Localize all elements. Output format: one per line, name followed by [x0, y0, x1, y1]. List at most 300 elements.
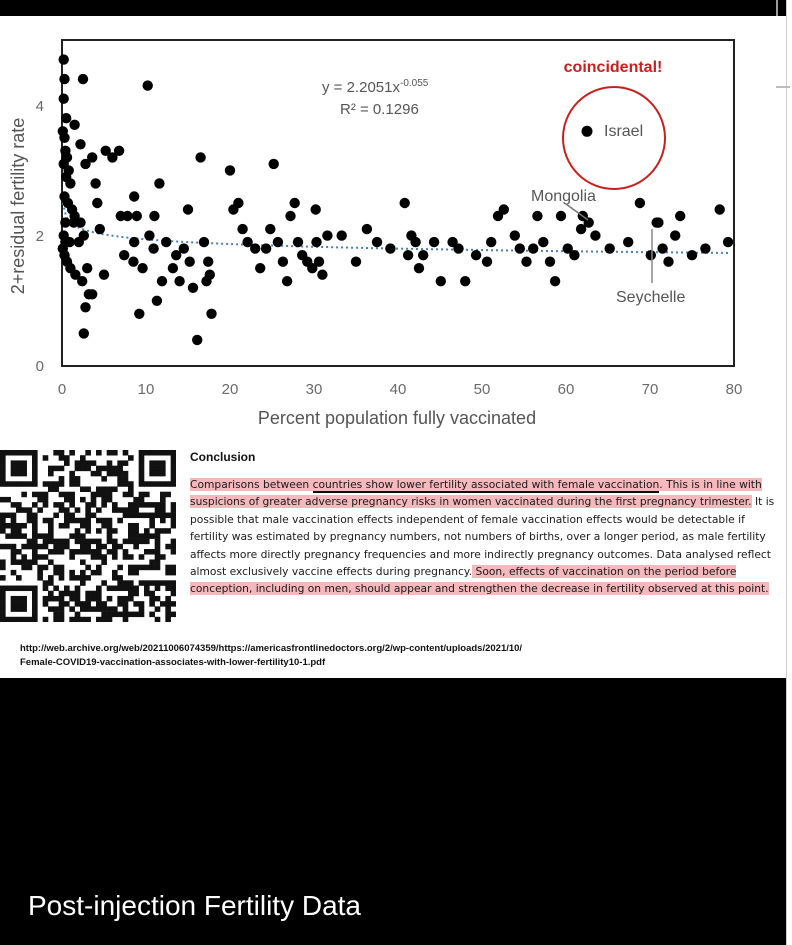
qr-module — [32, 450, 38, 456]
qr-module — [32, 559, 38, 565]
qr-module — [32, 539, 38, 545]
qr-module — [69, 606, 75, 612]
qr-module — [165, 570, 171, 576]
data-point — [410, 237, 420, 247]
qr-module — [27, 513, 33, 519]
x-tick-label: 60 — [557, 381, 575, 398]
qr-module — [5, 533, 11, 539]
qr-module — [155, 544, 161, 550]
qr-module — [11, 544, 17, 550]
qr-module — [11, 460, 17, 466]
qr-module — [0, 601, 6, 607]
qr-module — [101, 612, 107, 618]
data-point — [269, 159, 279, 169]
qr-module — [91, 570, 97, 576]
qr-module — [75, 549, 81, 555]
data-point — [154, 178, 164, 188]
qr-module — [59, 523, 65, 529]
qr-module — [155, 466, 161, 472]
qr-module — [43, 497, 49, 503]
qr-module — [144, 450, 150, 456]
qr-module — [91, 591, 97, 597]
qr-module — [53, 502, 59, 508]
qr-module — [75, 507, 81, 513]
qr-module — [112, 528, 118, 534]
qr-module — [80, 497, 86, 503]
qr-module — [96, 539, 102, 545]
qr-module — [80, 575, 86, 581]
data-point — [143, 80, 153, 90]
qr-module — [16, 533, 22, 539]
qr-module — [101, 554, 107, 560]
qr-module — [123, 596, 129, 602]
qr-module — [53, 486, 59, 492]
qr-module — [96, 565, 102, 571]
qr-module — [85, 513, 91, 519]
qr-module — [64, 544, 70, 550]
qr-module — [112, 549, 118, 555]
qr-module — [85, 549, 91, 555]
qr-module — [133, 586, 139, 592]
data-point — [453, 243, 463, 253]
qr-module — [165, 481, 171, 487]
qr-module — [160, 460, 166, 466]
data-point — [605, 243, 615, 253]
qr-module — [48, 539, 54, 545]
qr-module — [27, 518, 33, 524]
data-point — [78, 74, 88, 84]
qr-module — [91, 606, 97, 612]
plain-text: It is possible that male vaccination effects independent of female vaccination effects would be detectable if fertility was estimated by pregnancy numbers, not numbers of births, over a longer period, as male fertility affects more directly pregnancy frequencies and more indirectly pregnancy outcomes. Data analysed reflect almost exclusively vaccine effects during pregnancy. — [190, 495, 775, 579]
qr-module — [11, 528, 17, 534]
qr-module — [43, 455, 49, 461]
qr-module — [101, 601, 107, 607]
data-point — [322, 230, 332, 240]
data-point — [152, 296, 162, 306]
qr-module — [48, 580, 54, 586]
qr-module — [144, 513, 150, 519]
qr-module — [69, 596, 75, 602]
qr-module — [139, 497, 145, 503]
qr-module — [53, 570, 59, 576]
qr-module — [155, 507, 161, 513]
qr-module — [11, 481, 17, 487]
qr-module — [171, 518, 176, 524]
qr-module — [32, 528, 38, 534]
data-point — [700, 243, 710, 253]
qr-module — [139, 612, 145, 618]
qr-module — [101, 492, 107, 498]
qr-module — [16, 528, 22, 534]
qr-module — [11, 586, 17, 592]
qr-module — [133, 513, 139, 519]
qr-module — [155, 539, 161, 545]
qr-module — [21, 533, 27, 539]
qr-module — [27, 617, 33, 622]
qr-module — [139, 450, 145, 456]
qr-module — [85, 539, 91, 545]
qr-module — [171, 570, 176, 576]
qr-module — [53, 617, 59, 622]
qr-module — [96, 450, 102, 456]
qr-module — [96, 586, 102, 592]
qr-module — [69, 497, 75, 503]
qr-module — [128, 533, 134, 539]
qr-module — [107, 486, 113, 492]
data-point — [314, 257, 324, 267]
qr-module — [91, 549, 97, 555]
qr-module — [5, 497, 11, 503]
qr-module — [171, 513, 176, 519]
data-point — [119, 250, 129, 260]
qr-module — [112, 450, 118, 456]
qr-module — [0, 471, 6, 477]
qr-module — [133, 570, 139, 576]
data-point — [65, 178, 75, 188]
qr-module — [155, 617, 161, 622]
data-point — [59, 133, 69, 143]
qr-module — [43, 586, 49, 592]
conclusion-section — [188, 450, 784, 598]
qr-module — [59, 596, 65, 602]
data-point — [132, 211, 142, 221]
qr-module — [155, 586, 161, 592]
qr-module — [53, 513, 59, 519]
x-tick-label: 10 — [137, 381, 155, 398]
qr-module — [155, 549, 161, 555]
data-point — [129, 237, 139, 247]
qr-code[interactable] — [0, 450, 176, 622]
qr-module — [128, 596, 134, 602]
qr-module — [117, 580, 123, 586]
data-point — [482, 257, 492, 267]
qr-module — [27, 544, 33, 550]
qr-module — [144, 492, 150, 498]
qr-module — [128, 492, 134, 498]
data-point — [590, 230, 600, 240]
data-point — [148, 243, 158, 253]
qr-module — [128, 481, 134, 487]
qr-module — [155, 559, 161, 565]
qr-module — [144, 533, 150, 539]
qr-module — [149, 466, 155, 472]
data-point — [569, 250, 579, 260]
x-tick-label: 20 — [221, 381, 239, 398]
qr-module — [149, 612, 155, 618]
qr-module — [27, 565, 33, 571]
qr-module — [16, 502, 22, 508]
qr-module — [21, 523, 27, 529]
qr-module — [91, 554, 97, 560]
qr-module — [75, 476, 81, 482]
data-point — [203, 257, 213, 267]
qr-module — [21, 492, 27, 498]
qr-module — [128, 502, 134, 508]
qr-module — [64, 591, 70, 597]
qr-module — [101, 502, 107, 508]
qr-module — [128, 486, 134, 492]
data-point — [137, 263, 147, 273]
qr-module — [149, 565, 155, 571]
qr-module — [160, 507, 166, 513]
qr-module — [112, 471, 118, 477]
qr-module — [37, 575, 43, 581]
qr-module — [160, 601, 166, 607]
qr-module — [0, 591, 6, 597]
qr-module — [16, 460, 22, 466]
qr-module — [101, 497, 107, 503]
qr-module — [21, 596, 27, 602]
data-point — [237, 224, 247, 234]
data-point — [79, 230, 89, 240]
data-point — [418, 250, 428, 260]
data-point — [436, 276, 446, 286]
qr-module — [32, 455, 38, 461]
qr-module — [5, 513, 11, 519]
qr-module — [91, 502, 97, 508]
data-point — [265, 224, 275, 234]
qr-module — [69, 533, 75, 539]
data-point — [471, 250, 481, 260]
qr-module — [139, 476, 145, 482]
qr-module — [11, 450, 17, 456]
qr-module — [32, 533, 38, 539]
qr-module — [21, 565, 27, 571]
qr-module — [112, 466, 118, 472]
qr-module — [32, 606, 38, 612]
qr-module — [155, 606, 161, 612]
qr-module — [75, 533, 81, 539]
qr-module — [53, 565, 59, 571]
data-point — [128, 257, 138, 267]
qr-module — [155, 533, 161, 539]
qr-module — [11, 533, 17, 539]
qr-module — [43, 580, 49, 586]
qr-module — [139, 460, 145, 466]
qr-module — [101, 466, 107, 472]
data-point — [351, 257, 361, 267]
data-point — [556, 211, 566, 221]
qr-module — [149, 450, 155, 456]
qr-module — [171, 450, 176, 456]
qr-module — [160, 513, 166, 519]
qr-module — [133, 523, 139, 529]
data-point — [82, 263, 92, 273]
qr-module — [59, 601, 65, 607]
qr-module — [5, 481, 11, 487]
qr-module — [149, 591, 155, 597]
qr-module — [32, 601, 38, 607]
qr-module — [59, 591, 65, 597]
qr-module — [0, 518, 6, 524]
chart-svg — [0, 16, 786, 446]
qr-module — [75, 586, 81, 592]
data-point — [206, 309, 216, 319]
qr-module — [43, 481, 49, 487]
data-point — [92, 198, 102, 208]
qr-module — [32, 554, 38, 560]
qr-module — [123, 586, 129, 592]
qr-module — [64, 455, 70, 461]
data-point — [122, 211, 132, 221]
qr-module — [144, 565, 150, 571]
qr-module — [139, 481, 145, 487]
qr-module — [123, 580, 129, 586]
qr-module — [107, 471, 113, 477]
qr-module — [144, 580, 150, 586]
qr-module — [21, 606, 27, 612]
equation-exponent: -0.055 — [399, 78, 429, 89]
qr-module — [59, 544, 65, 550]
qr-module — [32, 586, 38, 592]
data-point — [185, 257, 195, 267]
qr-module — [11, 466, 17, 472]
qr-module — [96, 544, 102, 550]
qr-module — [155, 513, 161, 519]
qr-module — [75, 601, 81, 607]
qr-module — [64, 601, 70, 607]
qr-module — [69, 492, 75, 498]
data-point — [87, 152, 97, 162]
qr-module — [0, 544, 6, 550]
qr-module — [128, 523, 134, 529]
qr-module — [75, 466, 81, 472]
data-point — [157, 276, 167, 286]
qr-module — [91, 471, 97, 477]
data-point — [79, 328, 89, 338]
qr-module — [43, 554, 49, 560]
qr-module — [171, 580, 176, 586]
qr-module — [155, 481, 161, 487]
qr-module — [48, 596, 54, 602]
data-point — [521, 257, 531, 267]
data-point — [75, 217, 85, 227]
israel-label: Israel — [604, 123, 644, 140]
data-point — [179, 243, 189, 253]
qr-module — [53, 606, 59, 612]
qr-module — [155, 565, 161, 571]
qr-module — [32, 502, 38, 508]
qr-module — [107, 533, 113, 539]
qr-module — [144, 539, 150, 545]
qr-module — [149, 533, 155, 539]
data-point — [199, 237, 209, 247]
data-point — [261, 243, 271, 253]
qr-module — [32, 596, 38, 602]
coincidental-label: coincidental! — [563, 59, 663, 76]
qr-module — [0, 586, 6, 592]
qr-module — [91, 596, 97, 602]
qr-module — [96, 549, 102, 555]
qr-module — [123, 492, 129, 498]
qr-module — [21, 481, 27, 487]
qr-module — [64, 497, 70, 503]
qr-module — [64, 513, 70, 519]
qr-module — [117, 575, 123, 581]
qr-module — [69, 476, 75, 482]
r-squared: R² = 0.1296 — [340, 101, 419, 118]
qr-module — [123, 460, 129, 466]
qr-module — [69, 549, 75, 555]
qr-module — [128, 455, 134, 461]
qr-module — [69, 471, 75, 477]
qr-module — [139, 471, 145, 477]
qr-module — [112, 606, 118, 612]
qr-module — [59, 476, 65, 482]
qr-module — [11, 601, 17, 607]
qr-module — [123, 450, 129, 456]
qr-module — [80, 523, 86, 529]
qr-module — [139, 513, 145, 519]
qr-module — [160, 502, 166, 508]
data-point — [293, 237, 303, 247]
qr-module — [133, 591, 139, 597]
qr-module — [117, 544, 123, 550]
source-url-line: http://web.archive.org/web/20211006074359/https://americasfrontlinedoctors.org/2/wp-content/uploads/2021/10/ — [20, 643, 523, 654]
qr-module — [16, 523, 22, 529]
qr-module — [80, 466, 86, 472]
data-point — [250, 243, 260, 253]
qr-module — [85, 601, 91, 607]
qr-module — [37, 497, 43, 503]
right-edge-strip — [786, 0, 792, 945]
data-point — [59, 54, 69, 64]
qr-module — [139, 466, 145, 472]
qr-module — [75, 591, 81, 597]
qr-module — [149, 549, 155, 555]
qr-module — [48, 471, 54, 477]
qr-module — [149, 580, 155, 586]
data-point — [129, 191, 139, 201]
qr-module — [27, 481, 33, 487]
qr-module — [171, 502, 176, 508]
qr-module — [48, 606, 54, 612]
qr-module — [43, 502, 49, 508]
qr-module — [32, 513, 38, 519]
qr-module — [171, 471, 176, 477]
qr-module — [59, 450, 65, 456]
qr-module — [85, 544, 91, 550]
qr-module — [91, 492, 97, 498]
qr-module — [75, 575, 81, 581]
qr-module — [171, 612, 176, 618]
qr-module — [107, 586, 113, 592]
qr-module — [171, 507, 176, 513]
qr-module — [107, 450, 113, 456]
data-point — [670, 230, 680, 240]
qr-module — [21, 617, 27, 622]
qr-module — [80, 539, 86, 545]
y-tick-label: 2 — [35, 228, 44, 245]
qr-module — [160, 481, 166, 487]
qr-module — [123, 481, 129, 487]
qr-module — [16, 466, 22, 472]
qr-module — [69, 481, 75, 487]
qr-module — [11, 523, 17, 529]
qr-module — [149, 513, 155, 519]
qr-module — [0, 460, 6, 466]
qr-module — [80, 580, 86, 586]
qr-module — [59, 549, 65, 555]
data-point — [317, 270, 327, 280]
caption-panel — [0, 678, 786, 945]
qr-module — [133, 528, 139, 534]
qr-module — [155, 554, 161, 560]
data-point — [69, 120, 79, 130]
qr-module — [85, 466, 91, 472]
qr-module — [139, 502, 145, 508]
qr-module — [32, 591, 38, 597]
